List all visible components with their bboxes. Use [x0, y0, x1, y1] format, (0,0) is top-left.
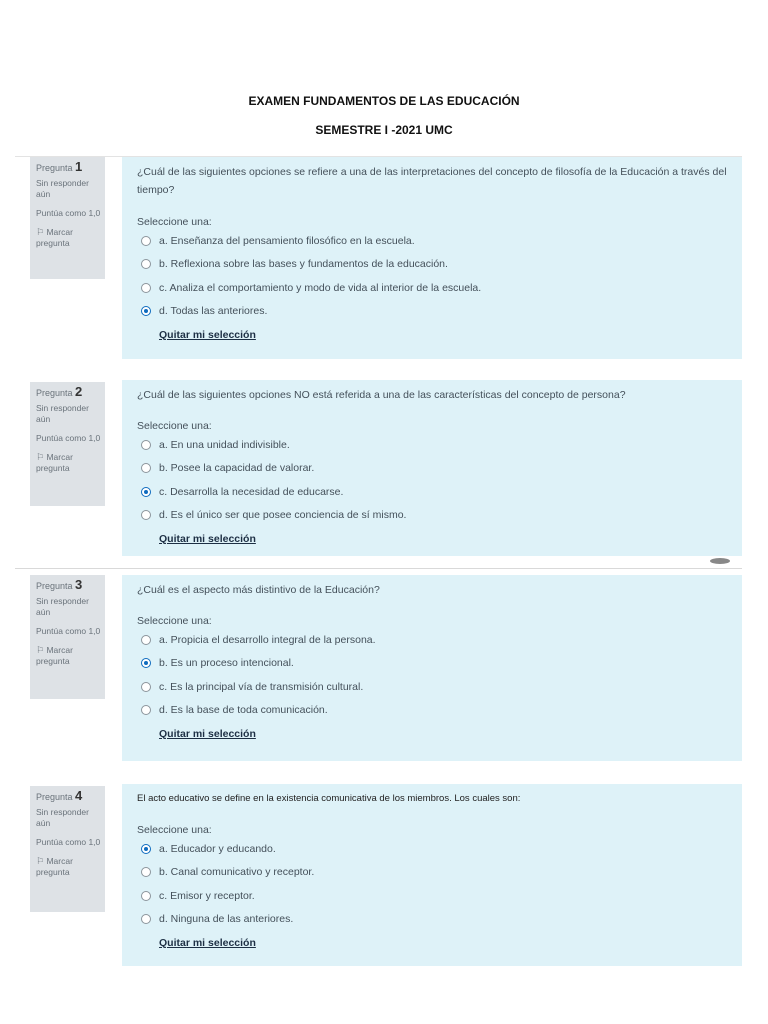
- answer-prompt: Seleccione una:: [137, 420, 212, 432]
- answer-option-c[interactable]: [137, 675, 727, 699]
- answer-option-a[interactable]: [137, 433, 727, 457]
- option-label: b. Posee la capacidad de valorar.: [159, 462, 315, 475]
- option-label: c. Desarrolla la necesidad de educarse.: [159, 485, 344, 498]
- question-label: Pregunta: [36, 388, 73, 398]
- flag-label: Marcar pregunta: [36, 227, 73, 248]
- option-label: b. Reflexiona sobre las bases y fundamentos de la educación.: [159, 258, 448, 271]
- answer-option-a[interactable]: [137, 229, 727, 253]
- question-state: Sin responder aún: [36, 807, 89, 828]
- radio-button-selected[interactable]: [141, 306, 151, 316]
- question-info-panel: [30, 157, 105, 279]
- answer-option-c[interactable]: [137, 884, 727, 908]
- radio-button-selected[interactable]: [141, 658, 151, 668]
- flag-label: Marcar pregunta: [36, 856, 73, 877]
- radio-button[interactable]: [141, 259, 151, 269]
- question-number: [36, 386, 101, 399]
- question-grade: Puntúa como 1,0: [36, 208, 101, 218]
- radio-button[interactable]: [141, 635, 151, 645]
- answer-option-b[interactable]: [137, 457, 727, 481]
- option-label: b. Canal comunicativo y receptor.: [159, 866, 315, 879]
- question-text: ¿Cuál es el aspecto más distintivo de la Educación?: [137, 584, 380, 596]
- question-info-panel: [30, 786, 105, 912]
- radio-button[interactable]: [141, 283, 151, 293]
- option-label: d. Ninguna de las anteriores.: [159, 913, 294, 926]
- option-label: c. Analiza el comportamiento y modo de vida al interior de la escuela.: [159, 281, 482, 294]
- question-card-1: [15, 156, 742, 363]
- question-text: ¿Cuál de las siguientes opciones se refiere a una de las interpretaciones del concepto de filosofía de la Educación a través del tiempo?: [137, 166, 727, 196]
- question-info-panel: [30, 575, 105, 699]
- radio-button[interactable]: [141, 440, 151, 450]
- question-state: Sin responder aún: [36, 403, 89, 424]
- option-label: a. Educador y educando.: [159, 842, 276, 855]
- question-grade: Puntúa como 1,0: [36, 433, 101, 443]
- question-number-value: 3: [75, 577, 83, 592]
- question-content: [122, 157, 742, 359]
- question-info-panel: [30, 382, 105, 506]
- clear-selection-link[interactable]: Quitar mi selección: [159, 533, 256, 545]
- flag-question-link[interactable]: [36, 856, 101, 878]
- option-label: a. Propicia el desarrollo integral de la persona.: [159, 633, 376, 646]
- question-number-value: 1: [75, 159, 83, 174]
- answer-option-d[interactable]: [137, 504, 727, 528]
- scroll-shadow: [710, 558, 730, 564]
- question-content: [122, 380, 742, 556]
- flag-icon: ⚐: [36, 856, 45, 866]
- flag-icon: ⚐: [36, 452, 45, 462]
- option-label: d. Es el único ser que posee conciencia de sí mismo.: [159, 509, 407, 522]
- question-grade: Puntúa como 1,0: [36, 626, 101, 636]
- answer-option-a[interactable]: [137, 837, 727, 861]
- clear-selection-link[interactable]: Quitar mi selección: [159, 329, 256, 341]
- radio-button-selected[interactable]: [141, 487, 151, 497]
- radio-button[interactable]: [141, 236, 151, 246]
- answer-option-d[interactable]: [137, 300, 727, 324]
- document-subtitle: SEMESTRE I -2021 UMC: [315, 123, 453, 137]
- answer-prompt: Seleccione una:: [137, 216, 212, 228]
- answer-option-b[interactable]: [137, 861, 727, 885]
- question-text: El acto educativo se define en la existencia comunicativa de los miembros. Los cuales son:: [137, 793, 521, 804]
- question-label: Pregunta: [36, 581, 73, 591]
- option-label: d. Es la base de toda comunicación.: [159, 704, 328, 717]
- flag-icon: ⚐: [36, 227, 45, 237]
- flag-label: Marcar pregunta: [36, 452, 73, 473]
- question-content: [122, 575, 742, 761]
- clear-selection-link[interactable]: Quitar mi selección: [159, 728, 256, 740]
- question-text: ¿Cuál de las siguientes opciones NO está referida a una de las características del concepto de persona?: [137, 389, 626, 401]
- radio-button[interactable]: [141, 867, 151, 877]
- radio-button[interactable]: [141, 891, 151, 901]
- answer-option-d[interactable]: [137, 699, 727, 723]
- option-label: b. Es un proceso intencional.: [159, 657, 294, 670]
- option-label: a. En una unidad indivisible.: [159, 438, 290, 451]
- answer-option-d[interactable]: [137, 908, 727, 932]
- flag-label: Marcar pregunta: [36, 645, 73, 666]
- option-label: c. Es la principal vía de transmisión cultural.: [159, 680, 364, 693]
- question-label: Pregunta: [36, 163, 73, 173]
- flag-question-link[interactable]: [36, 645, 101, 667]
- answer-option-c[interactable]: [137, 480, 727, 504]
- answer-option-a[interactable]: [137, 628, 727, 652]
- question-card-2: [15, 376, 742, 560]
- question-state: Sin responder aún: [36, 178, 89, 199]
- document-title: EXAMEN FUNDAMENTOS DE LAS EDUCACIÓN: [248, 94, 520, 108]
- radio-button[interactable]: [141, 914, 151, 924]
- radio-button[interactable]: [141, 510, 151, 520]
- question-card-3: [15, 568, 742, 767]
- question-label: Pregunta: [36, 792, 73, 802]
- question-number: [36, 579, 101, 592]
- answer-prompt: Seleccione una:: [137, 824, 212, 836]
- flag-question-link[interactable]: [36, 227, 101, 249]
- radio-button[interactable]: [141, 463, 151, 473]
- clear-selection-link[interactable]: Quitar mi selección: [159, 937, 256, 949]
- question-number-value: 4: [75, 788, 83, 803]
- answer-option-c[interactable]: [137, 276, 727, 300]
- answer-option-b[interactable]: [137, 253, 727, 277]
- option-label: c. Emisor y receptor.: [159, 889, 255, 902]
- radio-button-selected[interactable]: [141, 844, 151, 854]
- question-card-4: [15, 780, 742, 966]
- question-state: Sin responder aún: [36, 596, 89, 617]
- radio-button[interactable]: [141, 705, 151, 715]
- question-number: [36, 161, 101, 174]
- question-number: [36, 790, 101, 803]
- answer-prompt: Seleccione una:: [137, 615, 212, 627]
- flag-icon: ⚐: [36, 645, 45, 655]
- question-number-value: 2: [75, 384, 83, 399]
- option-label: d. Todas las anteriores.: [159, 305, 268, 318]
- question-grade: Puntúa como 1,0: [36, 837, 101, 847]
- question-content: [122, 784, 742, 966]
- flag-question-link[interactable]: [36, 452, 101, 474]
- radio-button[interactable]: [141, 682, 151, 692]
- option-label: a. Enseñanza del pensamiento filosófico en la escuela.: [159, 234, 415, 247]
- answer-option-b[interactable]: [137, 652, 727, 676]
